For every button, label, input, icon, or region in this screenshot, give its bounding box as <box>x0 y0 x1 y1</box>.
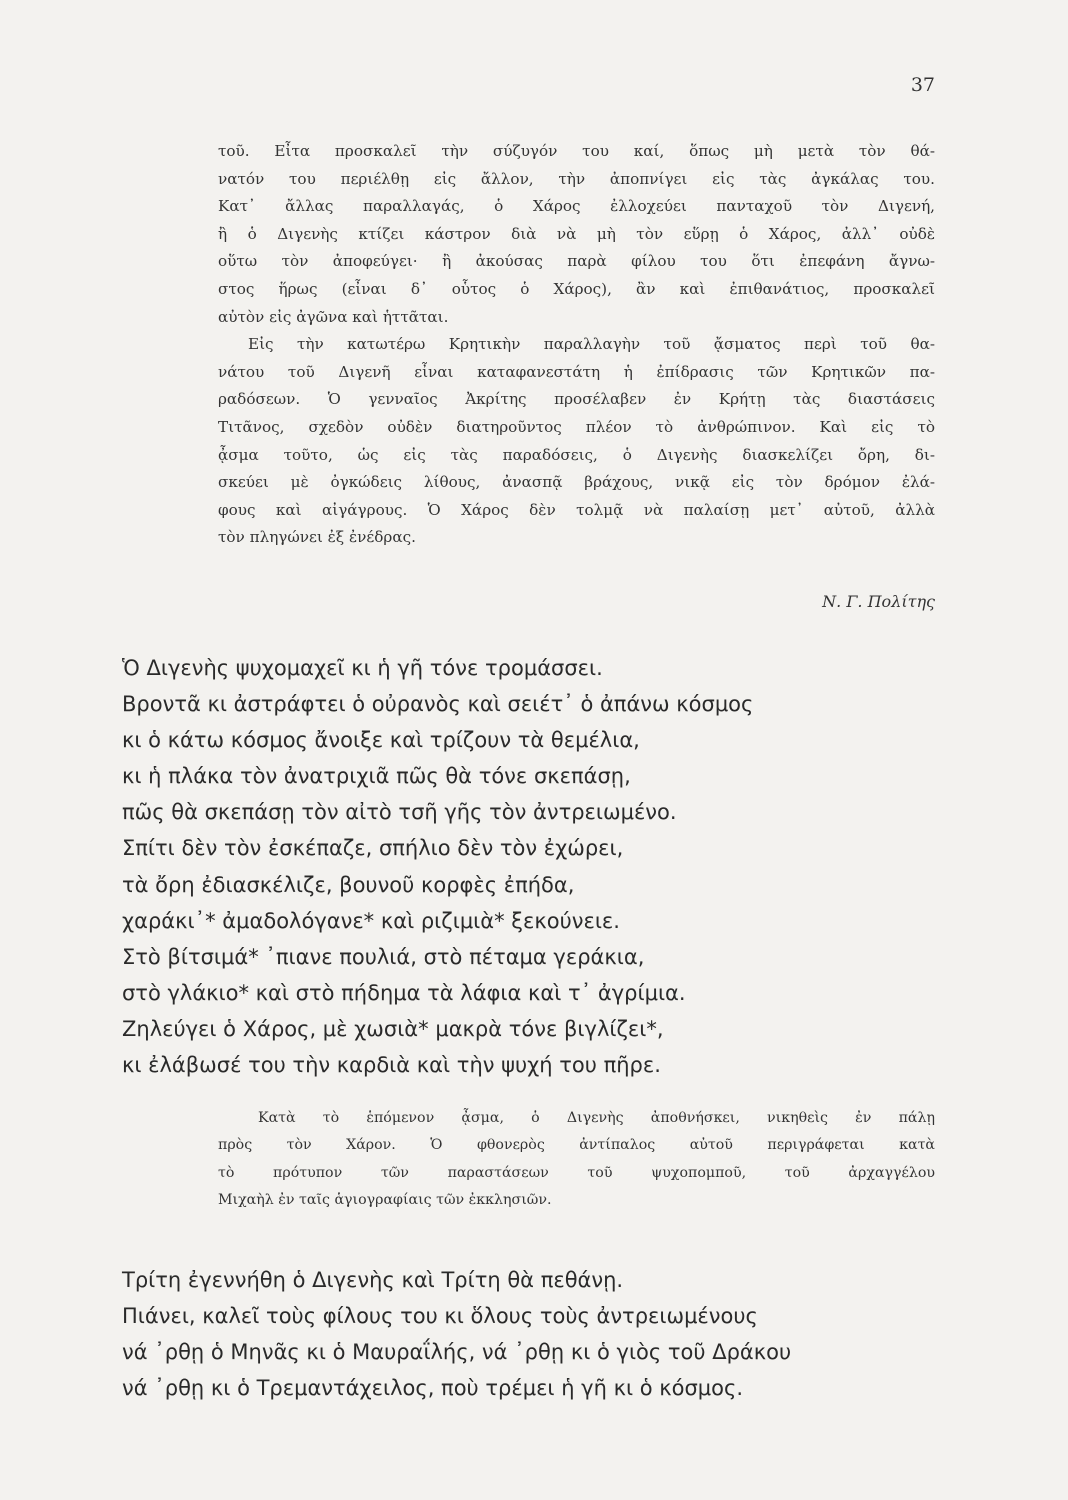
note-line: τὸ πρότυπον τῶν παραστάσεων τοῦ ψυχοπομποῦ, τοῦ ἀρχαγγέλου <box>218 1164 935 1181</box>
prose-line: ᾆσμα τοῦτο, ὡς εἰς τὰς παραδόσεις, ὁ Διγενὴς διασκελίζει ὄρη, δι- <box>218 445 935 464</box>
author-signature: Ν. Γ. Πολίτης <box>822 592 935 611</box>
prose-line: Τιτᾶνος, σχεδὸν οὐδὲν διατηροῦντος πλέον τὸ ἀνθρώπινον. Καὶ εἰς τὸ <box>218 417 935 436</box>
prose-commentary <box>218 138 935 552</box>
poem-stanza-2 <box>122 1262 791 1406</box>
poem-line: κι ὁ κάτω κόσμος ἄνοιξε καὶ τρίζουν τὰ θεμέλια, <box>122 728 640 753</box>
poem-line: Στὸ βίτσιμά* ᾽πιανε πουλιά, στὸ πέταμα γεράκια, <box>122 944 645 969</box>
poem-line: Σπίτι δὲν τὸν ἐσκέπαζε, σπήλιο δὲν τὸν ἐχώρει, <box>122 836 624 861</box>
prose-line: αὐτὸν εἰς ἀγῶνα καὶ ἡττᾶται. <box>218 307 449 326</box>
prose-line: στος ἥρως (εἶναι δ᾽ οὗτος ὁ Χάρος), ἂν καὶ ἐπιθανάτιος, προσκαλεῖ <box>218 279 935 298</box>
note-line: Κατὰ τὸ ἑπόμενον ᾆσμα, ὁ Διγενὴς ἀποθνήσκει, νικηθεὶς ἐν πάλῃ <box>258 1110 935 1126</box>
poem-line: Ὁ Διγενὴς ψυχομαχεῖ κι ἡ γῆ τόνε τρομάσσει. <box>122 656 603 680</box>
note-line: πρὸς τὸν Χάρον. Ὁ φθονερὸς ἀντίπαλος αὐτοῦ περιγράφεται κατὰ <box>218 1137 935 1154</box>
poem-line: χαράκι᾽* ἀμαδολόγανε* καὶ ριζιμιὰ* ξεκούνειε. <box>122 908 620 933</box>
poem-line: Βροντᾶ κι ἀστράφτει ὁ οὐρανὸς καὶ σειέτ᾽ ὁ ἀπάνω κόσμος <box>122 692 754 717</box>
prose-line: σκεύει μὲ ὀγκώδεις λίθους, ἀνασπᾷ βράχους, νικᾷ εἰς τὸν δρόμον ἐλά- <box>218 473 935 492</box>
note-line: Μιχαὴλ ἐν ταῖς ἁγιογραφίαις τῶν ἐκκλησιῶν. <box>218 1191 552 1208</box>
poem-line: τὰ ὄρη ἐδιασκέλιζε, βουνοῦ κορφὲς ἐπήδα, <box>122 872 575 897</box>
editorial-note <box>218 1105 935 1214</box>
poem-line: Πιάνει, καλεῖ τοὺς φίλους του κι ὅλους τοὺς ἀντρειωμένους <box>122 1304 758 1329</box>
poem-stanza-1 <box>122 650 753 1083</box>
page-number: 37 <box>910 74 935 96</box>
poem-line: πῶς θὰ σκεπάσῃ τὸν αἰτὸ τσῆ γῆς τὸν ἀντρειωμένο. <box>122 800 677 825</box>
poem-line: Τρίτη ἐγεννήθη ὁ Διγενὴς καὶ Τρίτη θὰ πεθάνῃ. <box>122 1268 624 1292</box>
prose-line: νάτου τοῦ Διγενῆ εἶναι καταφανεστάτη ἡ ἐπίδρασις τῶν Κρητικῶν πα- <box>218 362 935 381</box>
poem-line: νά ᾽ρθῃ κι ὁ Τρεμαντάχειλος, ποὺ τρέμει ἡ γῆ κι ὁ κόσμος. <box>122 1376 744 1401</box>
poem-line: κι ἐλάβωσέ του τὴν καρδιὰ καὶ τὴν ψυχή του πῆρε. <box>122 1053 661 1078</box>
prose-line: Εἰς τὴν κατωτέρω Κρητικὴν παραλλαγὴν τοῦ ᾄσματος περὶ τοῦ θα- <box>248 335 935 354</box>
prose-line: οὕτω τὸν ἀποφεύγει· ἢ ἀκούσας παρὰ φίλου του ὅτι ἐπεφάνη ἄγνω- <box>218 252 935 271</box>
prose-line: τὸν πληγώνει ἐξ ἐνέδρας. <box>218 528 416 547</box>
prose-line: ραδόσεων. Ὁ γενναῖος Ἀκρίτης προσέλαβεν ἐν Κρήτῃ τὰς διαστάσεις <box>218 390 935 409</box>
prose-line: Κατ᾽ ἄλλας παραλλαγάς, ὁ Χάρος ἐλλοχεύει πανταχοῦ τὸν Διγενή, <box>218 197 935 216</box>
prose-line: ἢ ὁ Διγενὴς κτίζει κάστρον διὰ νὰ μὴ τὸν εὕρῃ ὁ Χάρος, ἀλλ᾽ οὐδὲ <box>218 224 935 243</box>
poem-line: Ζηλεύγει ὁ Χάρος, μὲ χωσιὰ* μακρὰ τόνε βιγλίζει*, <box>122 1016 664 1041</box>
prose-line: νατόν του περιέλθῃ εἰς ἄλλον, τὴν ἀποπνίγει εἰς τὰς ἀγκάλας του. <box>218 169 935 188</box>
prose-line: φους καὶ αἰγάγρους. Ὁ Χάρος δὲν τολμᾷ νὰ παλαίσῃ μετ᾽ αὐτοῦ, ἀλλὰ <box>218 500 935 519</box>
poem-line: νά ᾽ρθῃ ὁ Μηνᾶς κι ὁ Μαυραΐλής, νά ᾽ρθῃ κι ὁ γιὸς τοῦ Δράκου <box>122 1340 792 1365</box>
prose-line: τοῦ. Εἶτα προσκαλεῖ τὴν σύζυγόν του καί, ὅπως μὴ μετὰ τὸν θά- <box>218 142 935 160</box>
poem-line: στὸ γλάκιο* καὶ στὸ πήδημα τὰ λάφια καὶ τ᾽ ἀγρίμια. <box>122 980 686 1005</box>
poem-line: κι ἡ πλάκα τὸν ἀνατριχιᾶ πῶς θὰ τόνε σκεπάσῃ, <box>122 764 631 789</box>
